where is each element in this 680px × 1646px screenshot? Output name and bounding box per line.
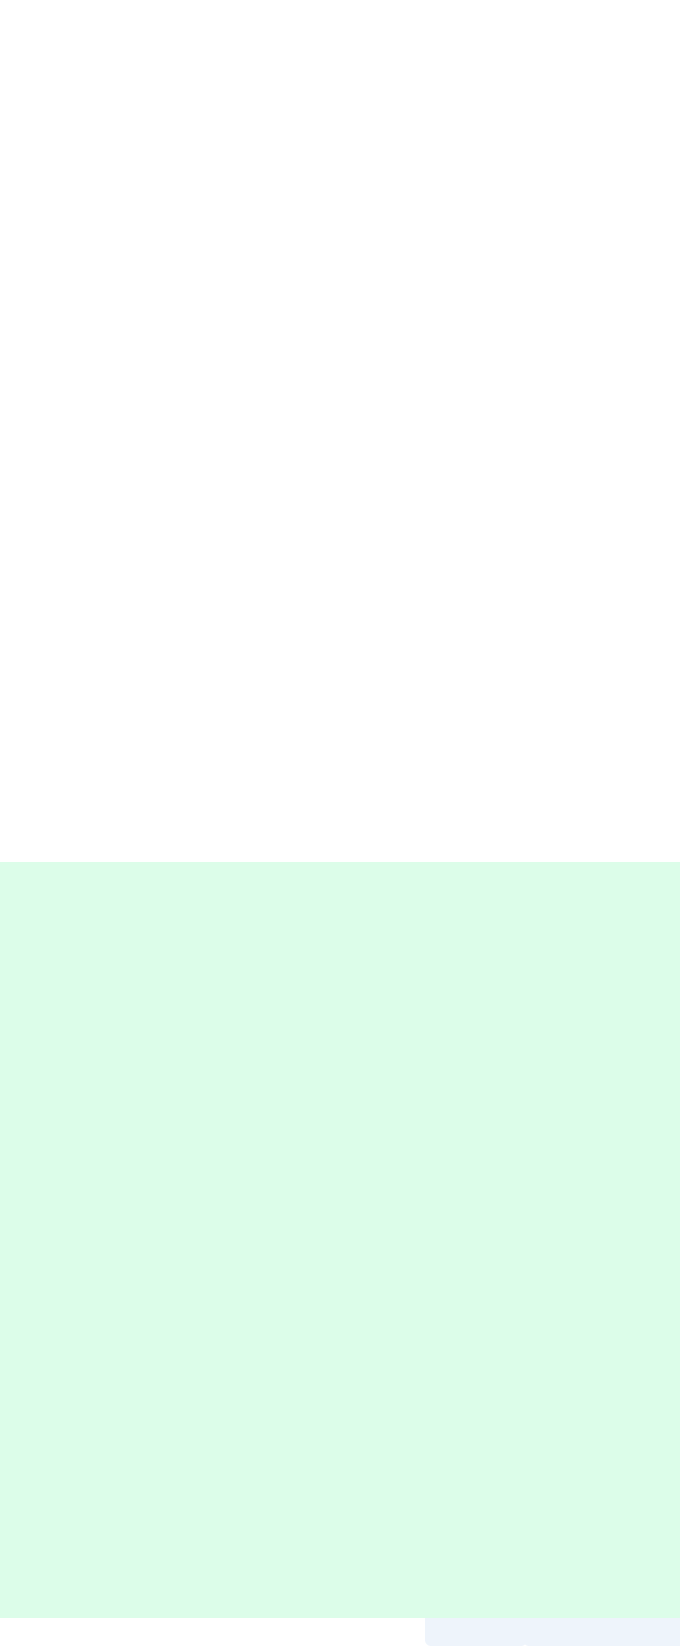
solution-image [0,0,680,820]
answer-panel [0,862,680,1618]
